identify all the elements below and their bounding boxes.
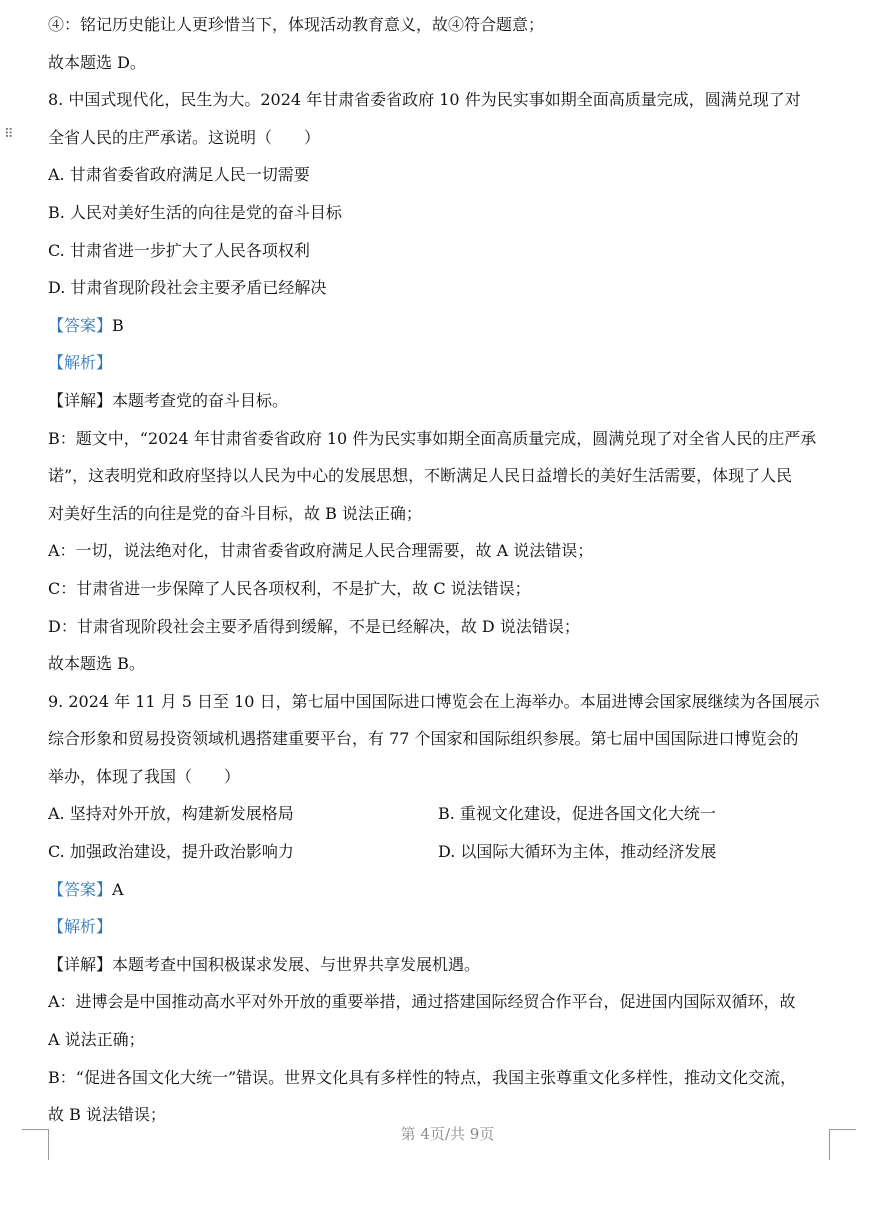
text-line: [48, 156, 838, 194]
line-text: A. 甘肃省委省政府满足人民一切需要: [48, 165, 310, 185]
line-text: 故本题选 B。: [48, 654, 145, 674]
option-row: [48, 795, 838, 833]
answer-option: B. 重视文化建设，促进各国文化大统一: [438, 804, 716, 824]
text-line: [48, 6, 838, 44]
line-text: 【详解】本题考查党的奋斗目标。: [48, 390, 289, 410]
answer-option: D. 以国际大循环为主体，推动经济发展: [438, 842, 717, 862]
line-text: 对美好生活的向往是党的奋斗目标，故 B 说法正确；: [48, 503, 422, 523]
text-line: [48, 457, 838, 495]
drag-handle-icon[interactable]: ⠿: [4, 127, 13, 142]
section-tag: 【解析】: [48, 353, 113, 373]
page-number: 第 4页/共 9页: [400, 1125, 495, 1143]
line-text: B. 人民对美好生活的向往是党的奋斗目标: [48, 202, 342, 222]
text-line: [48, 758, 838, 796]
line-text: A: [112, 879, 124, 899]
text-line: [48, 194, 838, 232]
section-tag: 【解析】: [48, 917, 113, 937]
line-text: 【详解】本题考查中国积极谋求发展、与世界共享发展机遇。: [48, 954, 481, 974]
text-line: [48, 420, 838, 458]
text-line: [48, 908, 838, 946]
text-line: [48, 232, 838, 270]
text-line: [48, 344, 838, 382]
line-text: 故本题选 D。: [48, 52, 146, 72]
line-text: A：一切，说法绝对化，甘肃省委省政府满足人民合理需要，故 A 说法错误；: [48, 541, 594, 561]
text-line: [48, 495, 838, 533]
text-line: [48, 871, 838, 909]
line-text: A：进博会是中国推动高水平对外开放的重要举措，通过搭建国际经贸合作平台，促进国内国际双循环，故: [48, 992, 796, 1012]
text-line: [48, 1059, 838, 1097]
text-line: [48, 532, 838, 570]
text-line: [48, 608, 838, 646]
line-text: A 说法正确；: [48, 1030, 145, 1050]
text-line: [48, 683, 838, 721]
text-line: [48, 983, 838, 1021]
text-line: [48, 946, 838, 984]
line-text: D：甘肃省现阶段社会主要矛盾得到缓解，不是已经解决，故 D 说法错误；: [48, 616, 580, 636]
answer-option: A. 坚持对外开放，构建新发展格局: [48, 804, 294, 824]
line-text: 9. 2024 年 11 月 5 日至 10 日，第七届中国国际进口博览会在上海举办。本届进博会国家展继续为各国展示: [48, 691, 820, 711]
document-bottom-section: [48, 871, 838, 1134]
text-line: [48, 570, 838, 608]
document-top-section: [48, 6, 838, 795]
text-line: [48, 382, 838, 420]
line-text: C. 甘肃省进一步扩大了人民各项权利: [48, 240, 310, 260]
text-line: [48, 119, 838, 157]
line-text: 故 B 说法错误；: [48, 1105, 166, 1125]
text-line: [48, 720, 838, 758]
text-line: [48, 44, 838, 82]
section-tag: 【答案】: [48, 315, 113, 335]
line-text: 综合形象和贸易投资领域机遇搭建重要平台，有 77 个国家和国际组织参展。第七届中国国际进口博览会的: [48, 729, 799, 749]
answer-option: C. 加强政治建设，提升政治影响力: [48, 842, 294, 862]
line-text: 8. 中国式现代化，民生为大。2024 年甘肃省委省政府 10 件为民实事如期全面高质量完成，圆满兑现了对: [48, 90, 801, 110]
text-line: [48, 1021, 838, 1059]
line-text: 全省人民的庄严承诺。这说明（ ）: [48, 127, 321, 147]
option-row: [48, 833, 838, 871]
text-line: [48, 81, 838, 119]
line-text: ④：铭记历史能让人更珍惜当下，体现活动教育意义，故④符合题意；: [48, 15, 545, 34]
line-text: B：题文中，“2024 年甘肃省委省政府 10 件为民实事如期全面高质量完成，圆满兑现了对全省人民的庄严承: [48, 428, 817, 448]
text-line: [48, 269, 838, 307]
section-tag: 【答案】: [48, 879, 113, 899]
q9-options: [48, 795, 838, 870]
line-text: 诺”，这表明党和政府坚持以人民为中心的发展思想，不断满足人民日益增长的美好生活需要，体现了人民: [48, 466, 793, 486]
text-line: [48, 645, 838, 683]
text-line: [48, 307, 838, 345]
line-text: B：“促进各国文化大统一”错误。世界文化具有多样性的特点，我国主张尊重文化多样性，推动文化交流，: [48, 1067, 797, 1087]
document-body: [48, 6, 838, 1134]
line-text: B: [112, 315, 124, 335]
line-text: C：甘肃省进一步保障了人民各项权利，不是扩大，故 C 说法错误；: [48, 578, 531, 598]
line-text: D. 甘肃省现阶段社会主要矛盾已经解决: [48, 278, 327, 298]
line-text: 举办，体现了我国（ ）: [48, 766, 241, 786]
